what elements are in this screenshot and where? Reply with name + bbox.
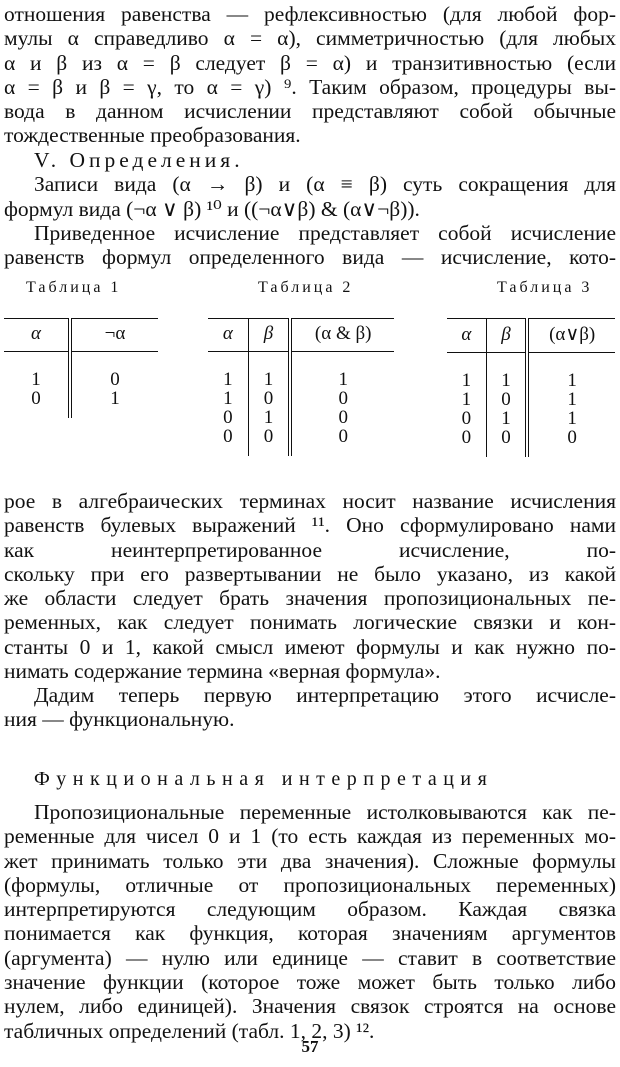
table-row (208, 389, 394, 408)
text-line: формул вида (¬α ∨ β) ¹⁰ и ((¬α∨β) & (α∨¬β)). (4, 196, 420, 221)
text-line: как неинтерпретированное исчисление, по- (4, 537, 616, 562)
cell: 0 (567, 427, 577, 448)
cell: 0 (208, 408, 248, 427)
section-lead: V. Определения. (34, 148, 244, 172)
table-row (4, 389, 158, 418)
text-line: Пропозициональные переменные истолковываются как пе- (34, 800, 616, 824)
paragraph-functional (4, 800, 616, 1043)
table-row (208, 408, 394, 427)
text-line: α = β и β = γ, то α = γ) ⁹. Таким образом, процедуры вы- (4, 74, 616, 99)
header-disjunction: (α∨β) (527, 319, 615, 353)
table3-caption: Таблица 3 (497, 279, 593, 296)
text-line: нимать содержание термина «верная формула». (4, 659, 441, 684)
text-line: ния — функциональную. (4, 707, 235, 732)
text-line: (формулы, отличные от пропозициональных переменных) (4, 872, 616, 897)
text-line: ременных, как следует понимать логические связки и кон- (4, 610, 616, 635)
cell: 1 (208, 352, 248, 390)
table-row (4, 352, 158, 390)
text-line: значение функции (которое тоже может быть только либо (4, 970, 616, 995)
cell: 1 (486, 353, 527, 391)
cell: 1 (447, 353, 486, 391)
header-alpha: α (447, 319, 486, 353)
text-line: скольку при его развертывании не было указано, из какой (4, 561, 616, 586)
cell: 0 (338, 388, 348, 409)
cell: 1 (248, 408, 290, 427)
text-line: жет принимать только эти два значения). Сложные формулы (4, 848, 616, 873)
text-line: рое в алгебраических терминах носит название исчисления (4, 489, 616, 513)
text-line: станты 0 и 1, какой смысл имеют формулы и как нужно по- (4, 634, 616, 659)
cell: 1 (338, 369, 348, 390)
cell: 1 (486, 409, 527, 428)
paragraph-relations (4, 2, 616, 148)
text-line: вода в данном исчислении представляют собой обычные (4, 99, 616, 124)
cell: 1 (567, 370, 577, 391)
cell: 1 (567, 389, 577, 410)
truth-table-negation (4, 318, 158, 418)
table-row (208, 352, 394, 390)
table2-caption: Таблица 2 (258, 279, 354, 296)
paragraph-calculus (4, 221, 616, 270)
text-line: Дадим теперь первую интерпретацию этого исчисле- (34, 683, 616, 707)
table-row (447, 353, 615, 391)
text-line: Записи вида (α → β) и (α ≡ β) суть сокращения для (34, 172, 616, 197)
cell: 1 (447, 390, 486, 409)
text-line: нулем, либо единицей). Значения связок строятся на основе (4, 994, 616, 1019)
text-line: равенств формул определенного вида — исчисление, кото- (4, 245, 616, 270)
table1-caption: Таблица 1 (26, 279, 122, 296)
text-line: интерпретируются следующим образом. Каждая связка (4, 897, 616, 922)
text-line: отношения равенства — рефлексивностью (для любой фор- (4, 2, 616, 26)
cell: 0 (338, 407, 348, 428)
cell: 1 (567, 408, 577, 429)
cell: 0 (110, 369, 120, 390)
text-line: мулы α справедливо α = α), симметричностью (для любых (4, 26, 616, 51)
cell: 0 (248, 389, 290, 408)
cell: 0 (208, 427, 248, 456)
cell: 1 (208, 389, 248, 408)
table-row (447, 428, 615, 457)
text-line: тождественные преобразования. (4, 123, 301, 148)
cell: 1 (4, 352, 70, 390)
header-alpha: α (4, 319, 70, 352)
header-beta: β (486, 319, 527, 353)
cell: 1 (248, 352, 290, 390)
cell: 0 (486, 390, 527, 409)
text-line: же области следует брать значения пропозициональных пе- (4, 586, 616, 611)
paragraph-interpretation (4, 683, 616, 732)
cell: 0 (447, 409, 486, 428)
header-alpha: α (208, 319, 248, 352)
cell: 0 (4, 389, 70, 418)
truth-table-disjunction (447, 318, 615, 457)
page-number: 57 (301, 1037, 319, 1056)
header-not-alpha: ¬α (70, 319, 158, 352)
cell: 0 (447, 428, 486, 457)
paragraph-boolean (4, 489, 616, 683)
cell: 1 (110, 388, 120, 409)
cell: 0 (486, 428, 527, 457)
text-line: равенств булевых выражений ¹¹. Оно сформулировано нами (4, 513, 616, 538)
table-row (447, 409, 615, 428)
table-row (447, 390, 615, 409)
text-line: Приведенное исчисление представляет собой исчисление (34, 221, 616, 245)
text-line: ременные для чисел 0 и 1 (то есть каждая из переменных мо- (4, 824, 616, 849)
section-heading: Функциональная интерпретация (34, 768, 494, 790)
header-conjunction: (α & β) (290, 319, 394, 352)
cell: 0 (338, 426, 348, 447)
text-line: α и β из α = β следует β = α) и транзитивностью (если (4, 50, 616, 75)
cell: 0 (248, 427, 290, 456)
header-beta: β (248, 319, 290, 352)
text-line: табличных определений (табл. 1, 2, 3) ¹². (4, 1018, 375, 1043)
text-line: понимается как функция, которая значениям аргументов (4, 921, 616, 946)
truth-table-conjunction (208, 318, 394, 456)
paragraph-definitions (4, 148, 616, 221)
text-line: (аргумента) — нулю или единице — ставит в соответствие (4, 945, 616, 970)
table-row (208, 427, 394, 456)
